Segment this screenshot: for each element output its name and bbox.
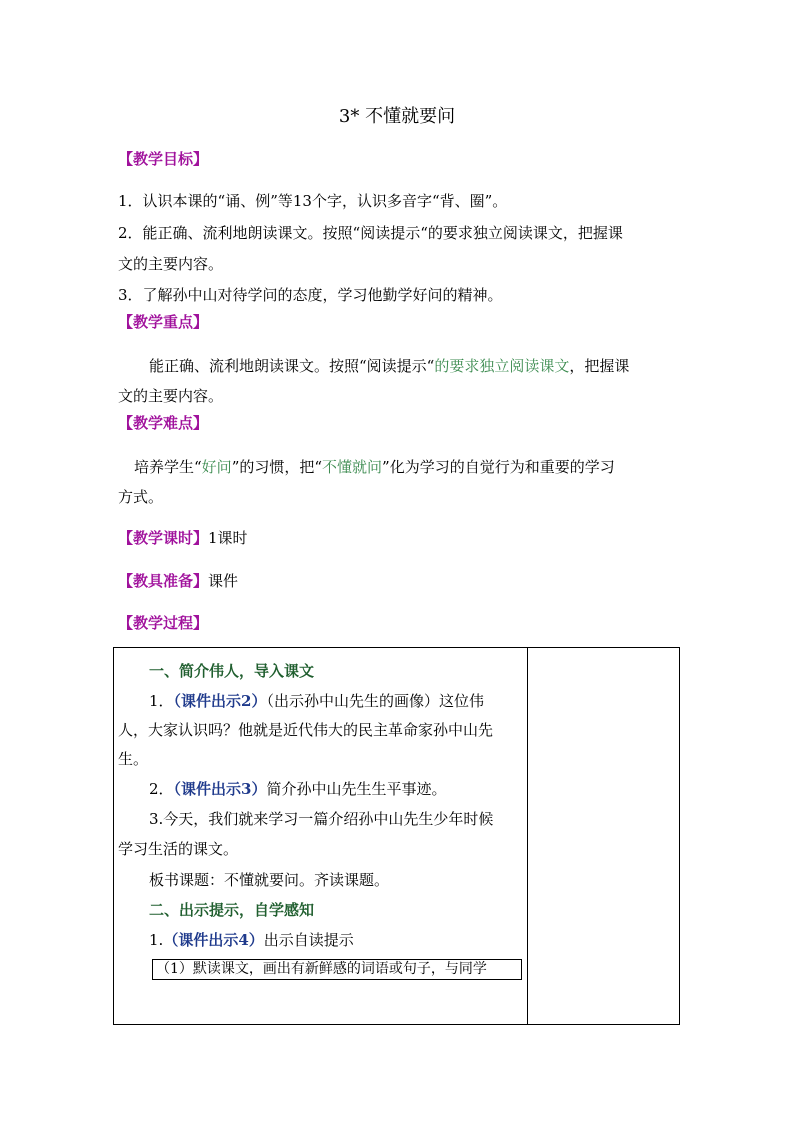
difficulty-line-2: 方式。 bbox=[118, 488, 164, 506]
hours-value: 1课时 bbox=[208, 529, 248, 547]
table-step-3-line-2: 学习生活的课文。 bbox=[118, 840, 239, 858]
table-step-3-line-1: 3.今天，我们就来学习一篇介绍孙中山先生少年时候 bbox=[149, 810, 494, 828]
table-step-1-line-3: 生。 bbox=[118, 750, 149, 768]
table-step-2 bbox=[149, 778, 447, 799]
difficulty-text-4: 不懂就问 bbox=[322, 458, 383, 476]
step-1-tag: （课件出示2） bbox=[173, 692, 267, 710]
tools-value: 课件 bbox=[208, 572, 239, 590]
step-2-text: 简介孙中山先生生平事迹。 bbox=[266, 780, 447, 798]
table-step-1-line-2: 人，大家认识吗？他就是近代伟大的民主革命家孙中山先 bbox=[118, 721, 494, 739]
goal-item-3: 3．了解孙中山对待学问的态度，学习他勤学好问的精神。 bbox=[118, 286, 503, 304]
goal-item-2-cont: 文的主要内容。 bbox=[118, 255, 224, 273]
table-column-divider bbox=[527, 647, 528, 1025]
page-title: 3* 不懂就要问 bbox=[338, 106, 456, 127]
step-2-tag: （课件出示3） bbox=[173, 780, 267, 798]
key-text-c: ，把握课 bbox=[569, 357, 630, 375]
key-line-2: 文的主要内容。 bbox=[118, 387, 224, 405]
section-difficulty-label: 【教学难点】 bbox=[118, 414, 209, 432]
step-1-text: （出示孙中山先生的画像）这位伟 bbox=[266, 692, 485, 710]
table-step-5 bbox=[149, 929, 354, 950]
section-tools bbox=[118, 570, 238, 591]
key-text-b: 的要求独立阅读课文 bbox=[434, 357, 570, 375]
step-5-num: 1. bbox=[149, 931, 164, 949]
section-goals-label: 【教学目标】 bbox=[118, 150, 209, 168]
hours-label: 【教学课时】 bbox=[118, 529, 209, 547]
difficulty-text-2: 好问 bbox=[201, 458, 232, 476]
section-hours bbox=[118, 527, 248, 548]
table-heading-2: 二、出示提示，自学感知 bbox=[149, 901, 315, 919]
difficulty-text-5: ”化为学习的自觉行为和重要的学习 bbox=[382, 458, 615, 476]
goal-item-1: 1．认识本课的“诵、例”等13个字，认识多音字“背、圈”。 bbox=[118, 192, 508, 210]
section-key-label: 【教学重点】 bbox=[118, 313, 209, 331]
difficulty-text-1: 培养学生“ bbox=[134, 458, 202, 476]
step-5-tag: （课件出示4） bbox=[163, 931, 264, 949]
step-2-num: 2． bbox=[149, 780, 174, 798]
step-1-num: 1． bbox=[149, 692, 174, 710]
tools-label: 【教具准备】 bbox=[118, 572, 209, 590]
table-step-1 bbox=[149, 690, 484, 711]
difficulty-text-3: ”的习惯，把“ bbox=[231, 458, 323, 476]
step-5-text: 出示自读提示 bbox=[263, 931, 354, 949]
section-process-label: 【教学过程】 bbox=[118, 614, 209, 632]
key-line-1 bbox=[149, 355, 629, 376]
table-heading-1: 一、简介伟人，导入课文 bbox=[149, 662, 315, 680]
table-step-4: 板书课题：不懂就要问。齐读课题。 bbox=[149, 871, 390, 889]
reading-prompt-box: （1）默读课文，画出有新鲜感的词语或句子，与同学 bbox=[152, 959, 522, 980]
goal-item-2: 2．能正确、流利地朗读课文。按照“阅读提示“的要求独立阅读课文，把握课 bbox=[118, 224, 623, 242]
difficulty-line-1 bbox=[134, 456, 615, 477]
key-text-a: 能正确、流利地朗读课文。按照“阅读提示“ bbox=[149, 357, 435, 375]
